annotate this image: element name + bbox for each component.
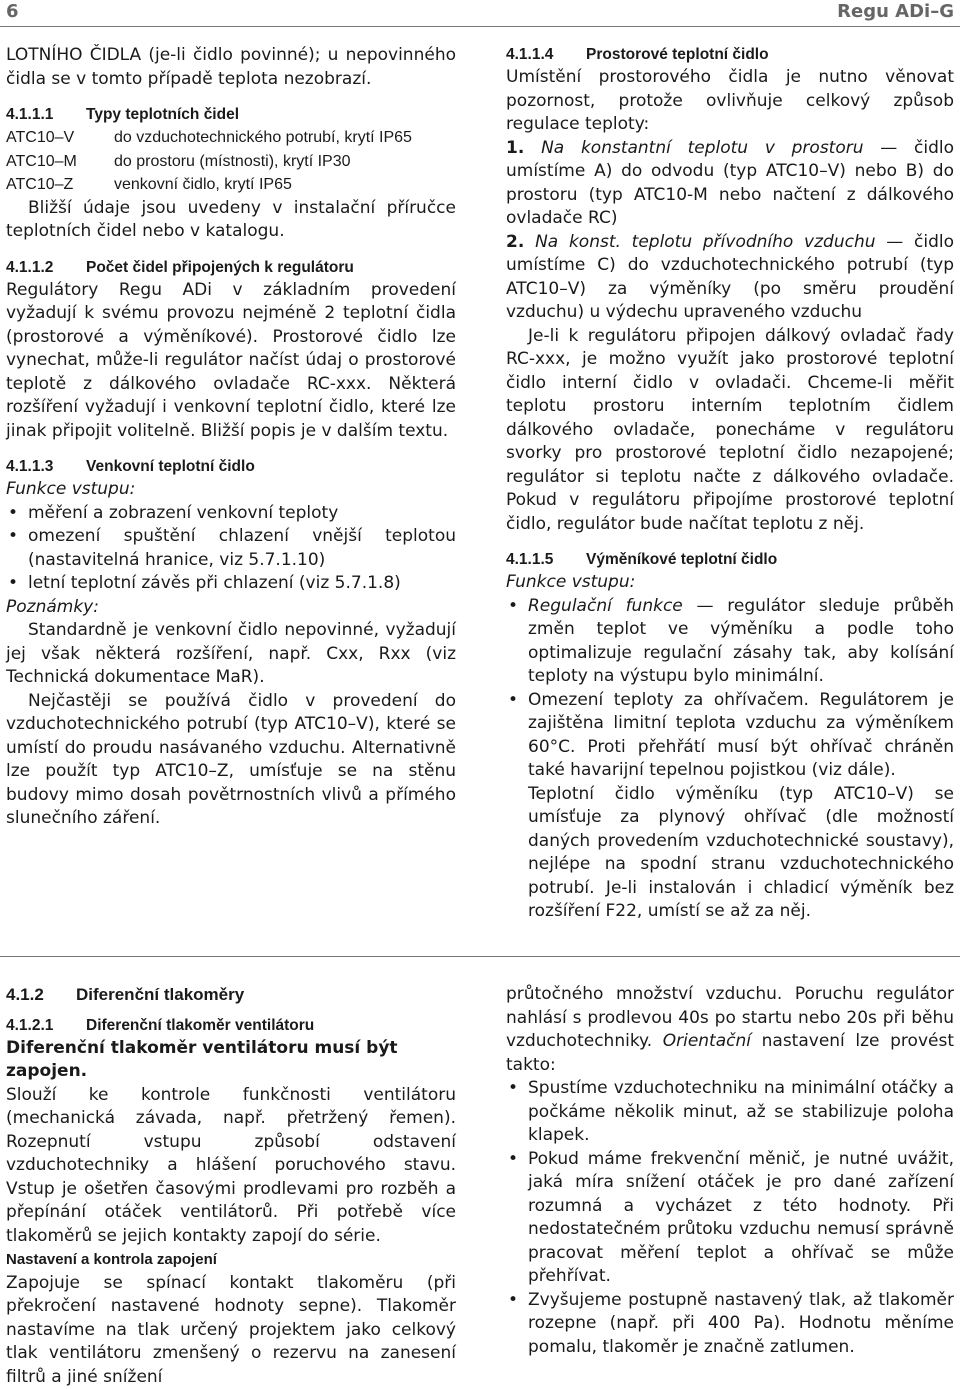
- numbered-item: [506, 231, 954, 325]
- list-item: • Zvyšujeme postupně nastavený tlak, až tlakoměr rozepne (např. při 400 Pa). Hodnotu měníme pomalu, tlakoměr je značně zatlumen.: [506, 1289, 954, 1360]
- text-run: nastavení lze provést takto:: [506, 1031, 954, 1075]
- body-paragraph: Umístění prostorového čidla je nutno věnovat pozornost, protože ovlivňuje celkový způsob regulace teploty:: [506, 66, 954, 137]
- item-text: — čidlo umístíme A) do odvodu (typ ATC10–V) nebo B) do prostoru (typ ATC10-M nebo načtení z dálkového ovladače RC): [506, 138, 954, 229]
- heading-title: Diferenční tlakoměr ventilátoru: [86, 1017, 314, 1034]
- list-item: [506, 595, 954, 689]
- body-paragraph: Zapojuje se spínací kontakt tlakoměru (při překročení nastavené hodnoty sepne). Tlakoměr nastavíme na tlak určený projektem jako celkový tlak ventilátoru zmenšený o rezervu na zanesení filtrů a jiné snížení: [6, 1272, 456, 1389]
- heading-title: Typy teplotních čidel: [86, 106, 239, 123]
- heading-4113: [6, 456, 456, 478]
- heading-title: Venkovní teplotní čidlo: [86, 458, 255, 475]
- item-emphasis: Na konstantní teplotu v prostoru: [541, 138, 863, 158]
- right-column: [506, 44, 954, 924]
- sensor-code: ATC10–Z: [6, 173, 114, 197]
- list-item: • letní teplotní závěs při chlazení (viz 5.7.1.8): [6, 572, 456, 596]
- heading-title: Prostorové teplotní čidlo: [586, 46, 769, 63]
- body-paragraph: Je-li k regulátoru připojen dálkový ovladač řady RC-xxx, je možno využít jako prostorové teplotní čidlo interní čidlo v ovladači. Chceme-li měřit teplotu prostoru interním teplotním čidlem dálkového ovladače, ponecháme v regulátoru svorky pro prostorové teplotní čidlo nezapojené; regulátor si teplotu načte z dálkového ovladače. Pokud v regulátoru připojíme prostorové teplotní čidlo, regulátor bude načítat teplotu z něj.: [506, 325, 954, 537]
- heading-4121: [6, 1015, 456, 1037]
- heading-412: [6, 983, 456, 1007]
- body-paragraph: [506, 983, 954, 1077]
- sensor-code: ATC10–V: [6, 126, 114, 150]
- heading-4112: [6, 257, 456, 279]
- list-item: • Pokud máme frekvenční měnič, je nutné uvážit, jaká míra snížení otáček je pro dané zařízení rozumná a vycházet z této hodnoty. Při nedostatečném průtoku vzduchu nemusí správně pracovat měření teplot a ohřívač se může přehřívat.: [506, 1148, 954, 1289]
- body-paragraph: Teplotní čidlo výměníku (typ ATC10–V) se umísťuje za plynový ohřívač (dle možností daných provedením vzduchotechnické soustavy), nejlépe na spodní stranu vzduchotechnického potrubí. Je-li instalován i chladicí výměník bez rozšíření F22, umístí se až za něj.: [506, 783, 954, 924]
- heading-number: 4.1.2.1: [6, 1015, 86, 1037]
- left-column: [6, 44, 456, 831]
- header-rule: [0, 26, 960, 27]
- sensor-desc: do prostoru (místnosti), krytí IP30: [114, 153, 351, 170]
- function-list: [6, 502, 456, 596]
- body-paragraph: Slouží ke kontrole funkčnosti ventilátoru (mechanická závada, např. přetržený řemen). Rozepnutí vstupu způsobí odstavení vzduchotechniky a hlášení poruchového stavu. Vstup je ošetřen časovými prodlevami pro rozběh a přepínání otáček ventilátorů. Při potřebě více tlakoměrů se jejich kontakty zapojí do série.: [6, 1084, 456, 1249]
- list-item: • Omezení teploty za ohřívačem. Regulátorem je zajištěna limitní teplota vzduchu za výměníkem 60°C. Proti přehřátí musí být ohřívač chráněn také havarijní tepelnou pojistkou (viz dále).: [506, 689, 954, 783]
- bottom-left-column: [6, 983, 456, 1389]
- item-number: 2.: [506, 232, 524, 252]
- heading-title: Diferenční tlakoměry: [76, 985, 244, 1004]
- heading-title: Výměníkové teplotní čidlo: [586, 551, 777, 568]
- heading-title: Počet čidel připojených k regulátoru: [86, 259, 354, 276]
- item-text: — regulátor sleduje průběh změn teplot ve výměníku a podle toho optimalizuje regulační zásahy tak, aby kolísání teploty na výstupu bylo minimální.: [528, 596, 954, 687]
- function-list: [506, 595, 954, 783]
- sensor-type-table: [6, 126, 456, 197]
- heading-number: 4.1.1.5: [506, 549, 586, 571]
- list-item: • měření a zobrazení venkovní teploty: [6, 502, 456, 526]
- item-emphasis: Na konst. teplotu přívodního vzduchu: [535, 232, 875, 252]
- table-row: [6, 150, 456, 174]
- heading-4111: [6, 104, 456, 126]
- sensor-code: ATC10–M: [6, 150, 114, 174]
- table-note: Bližší údaje jsou uvedeny v instalační příručce teplotních čidel nebo v katalogu.: [6, 197, 456, 244]
- item-emphasis: Regulační funkce: [528, 596, 683, 616]
- intro-paragraph: LOTNÍHO ČIDLA (je-li čidlo povinné); u nepovinného čidla se v tomto případě teplota nezobrazí.: [6, 44, 456, 91]
- heading-4114: [506, 44, 954, 66]
- heading-number: 4.1.1.1: [6, 104, 86, 126]
- function-label: Funkce vstupu:: [6, 478, 456, 502]
- text-emphasis: Orientační: [663, 1031, 751, 1051]
- running-title: Regu ADi–G: [837, 0, 954, 24]
- procedure-list: [506, 1077, 954, 1359]
- text-run: průtočného množství vzduchu. Poruchu regulátor nahlásí s prodlevou 40s po startu nebo 20s při běhu vzduchotechniky.: [506, 984, 954, 1051]
- sensor-desc: do vzduchotechnického potrubí, krytí IP65: [114, 129, 412, 146]
- section-rule: [0, 956, 960, 957]
- heading-number: 4.1.1.4: [506, 44, 586, 66]
- list-item: • Spustíme vzduchotechniku na minimální otáčky a počkáme několik minut, až se stabilizuje poloha klapek.: [506, 1077, 954, 1148]
- body-paragraph: Nejčastěji se používá čidlo v provedení do vzduchotechnického potrubí (typ ATC10–V), které se umístí do proudu nasávaného vzduchu. Alternativně lze použít typ ATC10–Z, umísťuje se na stěnu budovy mimo dosah povětrnostních vlivů a přímého slunečního záření.: [6, 690, 456, 831]
- table-row: [6, 173, 456, 197]
- heading-number: 4.1.2: [6, 983, 76, 1007]
- sensor-desc: venkovní čidlo, krytí IP65: [114, 176, 292, 193]
- notes-label: Poznámky:: [6, 596, 456, 620]
- page-number: 6: [6, 0, 19, 24]
- numbered-item: [506, 137, 954, 231]
- bottom-right-column: [506, 983, 954, 1359]
- item-number: 1.: [506, 138, 524, 158]
- heading-number: 4.1.1.3: [6, 456, 86, 478]
- body-paragraph: Standardně je venkovní čidlo nepovinné, vyžadují jej však některá rozšíření, např. Cxx, Rxx (viz Technická dokumentace MaR).: [6, 619, 456, 690]
- warning-text: Diferenční tlakoměr ventilátoru musí být zapojen.: [6, 1037, 456, 1084]
- item-text: — čidlo umístíme C) do vzduchotechnického potrubí (typ ATC10–V) za výměníky (po směru proudění vzduchu) u výdechu upraveného vzduchu: [506, 232, 954, 323]
- body-paragraph: Regulátory Regu ADi v základním provedení vyžadují k svému provozu nejméně 2 teplotní čidla (prostorové a výměníkové). Prostorové čidlo lze vynechat, může-li regulátor načíst údaj o prostorové teplotě z dálkového ovladače RC-xxx. Některá rozšíření vyžadují i venkovní teplotní čidlo, které lze jinak připojit volitelně. Bližší popis je v dalším textu.: [6, 279, 456, 444]
- heading-number: 4.1.1.2: [6, 257, 86, 279]
- list-item: • omezení spuštění chlazení vnější teplotou (nastavitelná hranice, viz 5.7.1.10): [6, 525, 456, 572]
- table-row: [6, 126, 456, 150]
- function-label: Funkce vstupu:: [506, 571, 954, 595]
- subsection-title: Nastavení a kontrola zapojení: [6, 1248, 456, 1272]
- heading-4115: [506, 549, 954, 571]
